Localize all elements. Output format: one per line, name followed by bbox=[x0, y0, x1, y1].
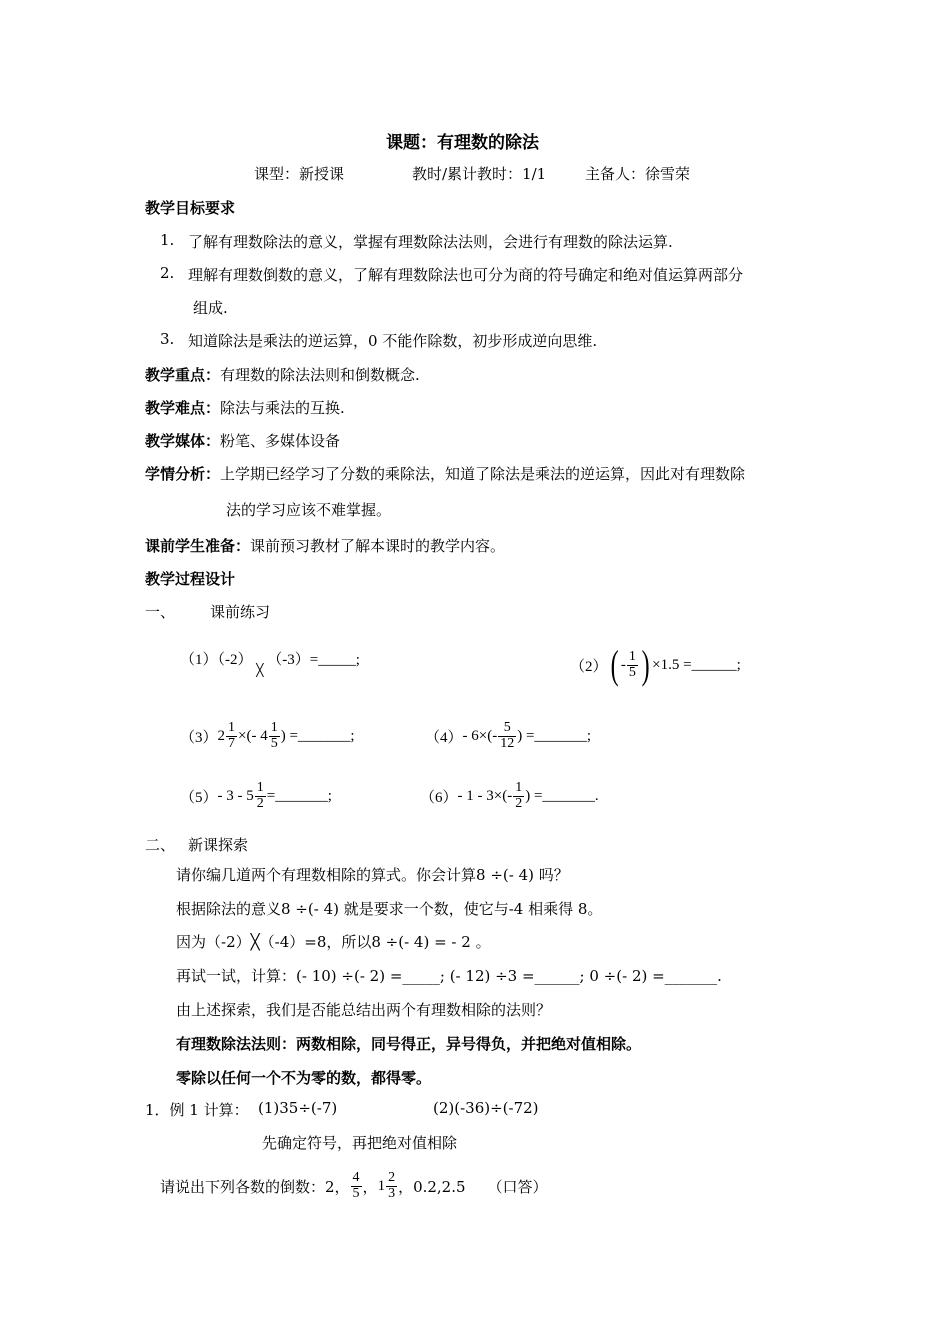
exercise-3-den-1: 7 bbox=[228, 735, 236, 751]
exercise-4 bbox=[425, 715, 591, 757]
division-rule: 有理数除法法则：两数相除，同号得正，异号得负，并把绝对值相除。 bbox=[176, 1035, 642, 1053]
zero-rule: 零除以任何一个不为零的数，都得零。 bbox=[176, 1069, 432, 1087]
explore-line-3: 因为（-2）╳（-4）=8，所以8 ÷(- 4) = - 2 。 bbox=[176, 933, 491, 951]
exercise-5-fraction bbox=[255, 781, 266, 811]
section2-num: 二、 bbox=[145, 836, 176, 854]
reciprocal-den-2: 3 bbox=[388, 1185, 396, 1201]
exercise-3-num-1: 1 bbox=[228, 719, 236, 735]
exercise-4-start: - 6×(- bbox=[462, 727, 498, 744]
exercise-5 bbox=[180, 775, 332, 817]
reciprocal-note: （口答） bbox=[487, 1177, 548, 1196]
reciprocal-den-1: 5 bbox=[352, 1185, 360, 1201]
analysis-cont: 法的学习应该不难掌握。 bbox=[226, 501, 392, 519]
reciprocal-whole: 1 bbox=[377, 1177, 386, 1194]
reciprocal-rest: ，0.2,2.5 bbox=[398, 1177, 466, 1196]
key-point-line bbox=[145, 364, 420, 385]
example-part-1: (1)35÷(-7) bbox=[258, 1099, 338, 1117]
exercise-5-start: - 3 - 5 bbox=[217, 787, 254, 804]
exercise-2-rest: ×1.5 =______; bbox=[652, 656, 741, 673]
exercise-5-end: =_______; bbox=[266, 787, 332, 804]
exercise-3-fraction-1 bbox=[226, 721, 237, 751]
reciprocal-sep: ， bbox=[362, 1177, 378, 1196]
lesson-periods: 教时/累计教时：1/1 bbox=[412, 165, 547, 183]
left-paren-icon: ( bbox=[610, 642, 619, 687]
analysis-label: 学情分析： bbox=[145, 465, 221, 483]
objective-1-num: 1. bbox=[160, 231, 175, 249]
example-part-2: (2)(-36)÷(-72) bbox=[433, 1099, 539, 1117]
objective-2-text: 理解有理数倒数的意义，了解有理数除法也可分为商的符号确定和绝对值运算两部分 bbox=[188, 266, 744, 284]
explore-line-5: 由上述探索，我们是否能总结出两个有理数相除的法则？ bbox=[176, 1001, 552, 1019]
analysis-line bbox=[145, 463, 745, 484]
exercise-2 bbox=[570, 640, 741, 690]
exercise-4-fraction bbox=[498, 721, 516, 751]
exercise-5-num: 1 bbox=[256, 779, 264, 795]
media-line bbox=[145, 430, 340, 451]
exercise-6-num: 1 bbox=[515, 779, 523, 795]
exercise-3 bbox=[180, 715, 355, 757]
section1-num: 一、 bbox=[145, 603, 176, 621]
objective-2-num: 2. bbox=[160, 264, 175, 282]
key-point-text: 有理数的除法法则和倒数概念. bbox=[220, 366, 420, 384]
exercise-3-num-2: 1 bbox=[270, 719, 278, 735]
reciprocal-num-1: 4 bbox=[352, 1169, 360, 1185]
key-point-label: 教学重点： bbox=[145, 366, 221, 384]
difficulty-line bbox=[145, 397, 345, 418]
exercise-4-end: ) =_______; bbox=[517, 727, 592, 744]
exercise-3-end: ) =_______; bbox=[280, 727, 355, 744]
media-label: 教学媒体： bbox=[145, 432, 221, 450]
process-heading: 教学过程设计 bbox=[145, 570, 236, 588]
exercise-1 bbox=[180, 648, 360, 677]
reciprocal-text: 请说出下列各数的倒数：2， bbox=[160, 1177, 350, 1196]
exercise-1-a: （-2） bbox=[217, 652, 253, 668]
page-title: 课题：有理数的除法 bbox=[386, 133, 539, 153]
lesson-preparer: 主备人：徐雪荣 bbox=[585, 165, 691, 183]
exercise-5-den: 2 bbox=[256, 795, 264, 811]
section1-title: 课前练习 bbox=[210, 603, 271, 621]
exercise-1-b: （-3）=_____; bbox=[267, 652, 360, 668]
reciprocal-fraction-2 bbox=[386, 1171, 397, 1201]
multiply-icon: ╳ bbox=[256, 663, 264, 677]
exercise-1-label: （1） bbox=[180, 652, 218, 668]
objective-2-cont: 组成. bbox=[193, 299, 228, 317]
exercise-5-label: （5） bbox=[180, 789, 218, 806]
exercise-3-den-2: 5 bbox=[270, 735, 278, 751]
exercise-6 bbox=[420, 775, 599, 817]
exercise-3-mid: ×(- 4 bbox=[238, 727, 268, 744]
exercise-2-fraction bbox=[627, 650, 638, 680]
difficulty-text: 除法与乘法的互换. bbox=[220, 399, 345, 417]
exercise-6-den: 2 bbox=[515, 795, 523, 811]
objectives-heading: 教学目标要求 bbox=[145, 199, 236, 217]
exercise-2-den: 5 bbox=[628, 664, 636, 680]
exercise-4-num: 5 bbox=[498, 721, 516, 737]
exercise-6-start: - 1 - 3×(- bbox=[457, 787, 513, 804]
exercise-3-fraction-2 bbox=[269, 721, 280, 751]
exercise-2-num: 1 bbox=[628, 648, 636, 664]
exercise-6-fraction bbox=[513, 781, 524, 811]
exercise-2-minus: - bbox=[620, 656, 626, 673]
right-paren-icon: ) bbox=[641, 642, 650, 687]
difficulty-label: 教学难点： bbox=[145, 399, 221, 417]
analysis-text: 上学期已经学习了分数的乘除法，知道了除法是乘法的逆运算，因此对有理数除 bbox=[220, 465, 746, 483]
media-text: 粉笔、多媒体设备 bbox=[220, 432, 341, 450]
explore-line-4: 再试一试，计算：(- 10) ÷(- 2) =_____; (- 12) ÷3 =______; 0 ÷(- 2) =_______. bbox=[176, 967, 722, 985]
exercise-3-label: （3） bbox=[180, 729, 218, 746]
objective-3-num: 3. bbox=[160, 330, 175, 348]
lesson-type: 课型：新授课 bbox=[254, 165, 345, 183]
exercise-4-label: （4） bbox=[425, 729, 463, 746]
objective-3-text: 知道除法是乘法的逆运算，0 不能作除数，初步形成逆向思维. bbox=[188, 332, 598, 350]
objective-1-text: 了解有理数除法的意义，掌握有理数除法法则，会进行有理数的除法运算. bbox=[188, 233, 673, 251]
prep-text: 课前预习教材了解本课时的教学内容。 bbox=[250, 537, 506, 555]
exercise-6-end: ) =_______. bbox=[525, 787, 599, 804]
reciprocal-num-2: 2 bbox=[388, 1169, 396, 1185]
explore-line-1: 请你编几道两个有理数相除的算式。你会计算8 ÷(- 4) 吗？ bbox=[176, 866, 569, 884]
section2-title: 新课探索 bbox=[188, 836, 249, 854]
example-hint: 先确定符号，再把绝对值相除 bbox=[262, 1134, 458, 1152]
explore-line-2: 根据除法的意义8 ÷(- 4) 就是要求一个数，使它与-4 相乘得 8。 bbox=[176, 900, 603, 918]
exercise-2-label: （2） bbox=[570, 658, 608, 675]
exercise-3-whole: 2 bbox=[217, 727, 226, 744]
reciprocal-line bbox=[160, 1163, 548, 1209]
exercise-6-label: （6） bbox=[420, 789, 458, 806]
reciprocal-fraction-1 bbox=[351, 1171, 362, 1201]
prep-line bbox=[145, 535, 505, 556]
exercise-4-den: 12 bbox=[500, 735, 515, 751]
example-label: 1．例 1 计算： bbox=[145, 1101, 249, 1119]
prep-label: 课前学生准备： bbox=[145, 537, 251, 555]
